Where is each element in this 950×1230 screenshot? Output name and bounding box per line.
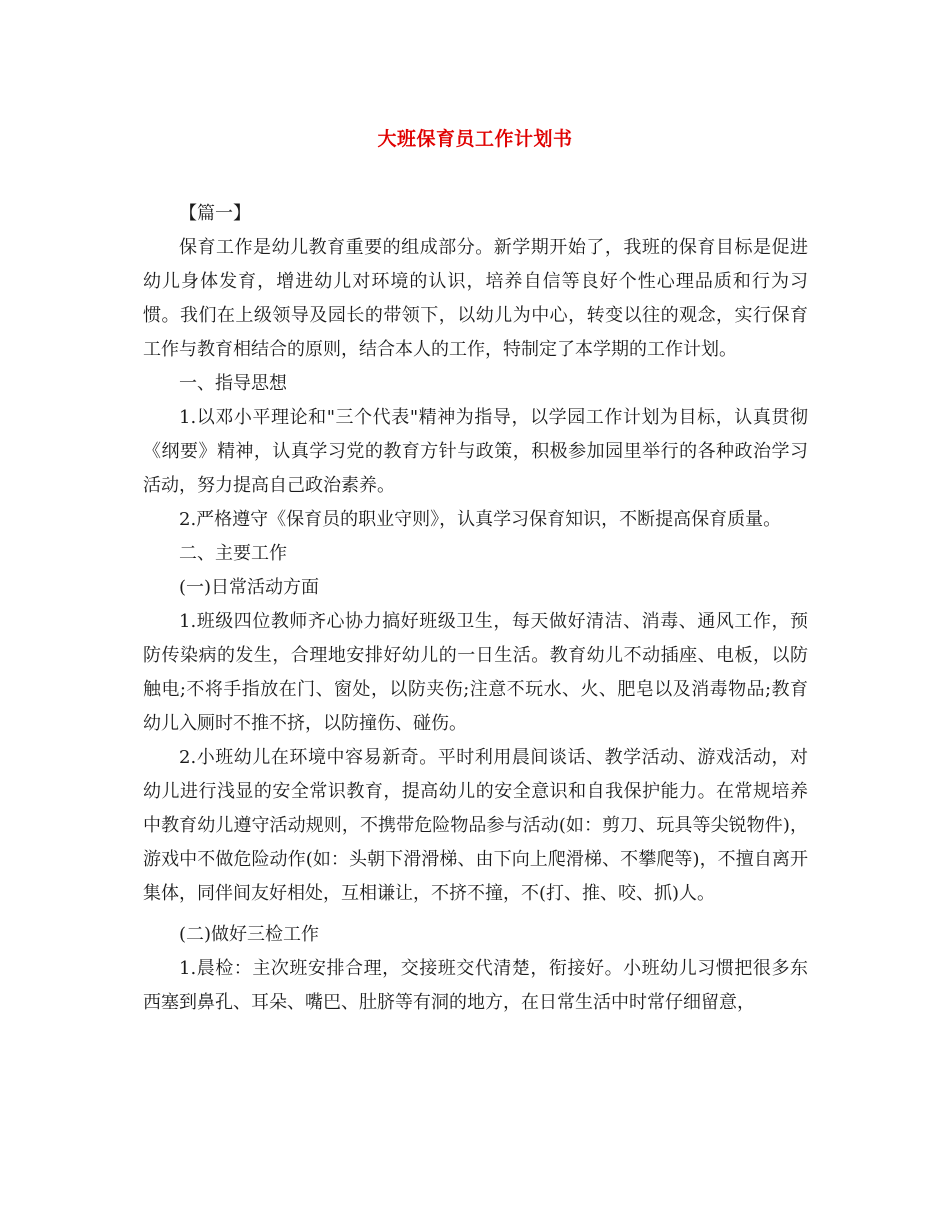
paragraph: 2.严格遵守《保育员的职业守则》，认真学习保育知识，不断提高保育质量。: [179, 509, 782, 530]
document-title: 大班保育员工作计划书: [377, 128, 573, 150]
paragraph: 1.以邓小平理论和"三个代表"精神为指导，以学园工作计划为目标，认真贯彻《纲要》精神，认真学习党的教育方针与政策，积极参加园里举行的各种政治学习活动，努力提高自己政治素养。: [143, 407, 808, 496]
heading: 一、指导思想: [179, 373, 287, 394]
section-label: 【篇一】: [179, 203, 251, 224]
paragraph: 1.班级四位教师齐心协力搞好班级卫生，每天做好清洁、消毒、通风工作，预防传染病的发生，合理地安排好幼儿的一日生活。教育幼儿不动插座、电板，以防触电;不将手指放在门、窗处，以防夹伤;注意不玩水、火、肥皂以及消毒物品;教育幼儿入厕时不推不挤，以防撞伤、碰伤。: [143, 611, 808, 734]
subheading: (一)日常活动方面: [179, 577, 320, 598]
paragraph: 1.晨检：主次班安排合理，交接班交代清楚，衔接好。小班幼儿习惯把很多东西塞到鼻孔、耳朵、嘴巴、肚脐等有洞的地方，在日常生活中时常仔细留意，: [143, 958, 808, 1013]
paragraph: 2.小班幼儿在环境中容易新奇。平时利用晨间谈话、教学活动、游戏活动，对幼儿进行浅显的安全常识教育，提高幼儿的安全意识和自我保护能力。在常规培养中教育幼儿遵守活动规则，不携带危险物品参与活动(如：剪刀、玩具等尖锐物件)，游戏中不做危险动作(如：头朝下滑滑梯、由下向上爬滑梯、不攀爬等)，不擅自离开集体，同伴间友好相处，互相谦让，不挤不撞，不(打、推、咬、抓)人。: [143, 747, 808, 904]
heading: 二、主要工作: [179, 543, 287, 564]
subheading: (二)做好三检工作: [179, 924, 320, 945]
paragraph: 保育工作是幼儿教育重要的组成部分。新学期开始了，我班的保育目标是促进幼儿身体发育，增进幼儿对环境的认识，培养自信等良好个性心理品质和行为习惯。我们在上级领导及园长的带领下，以幼儿为中心，转变以往的观念，实行保育工作与教育相结合的原则，结合本人的工作，特制定了本学期的工作计划。: [143, 237, 808, 360]
document-body: [143, 197, 808, 1020]
